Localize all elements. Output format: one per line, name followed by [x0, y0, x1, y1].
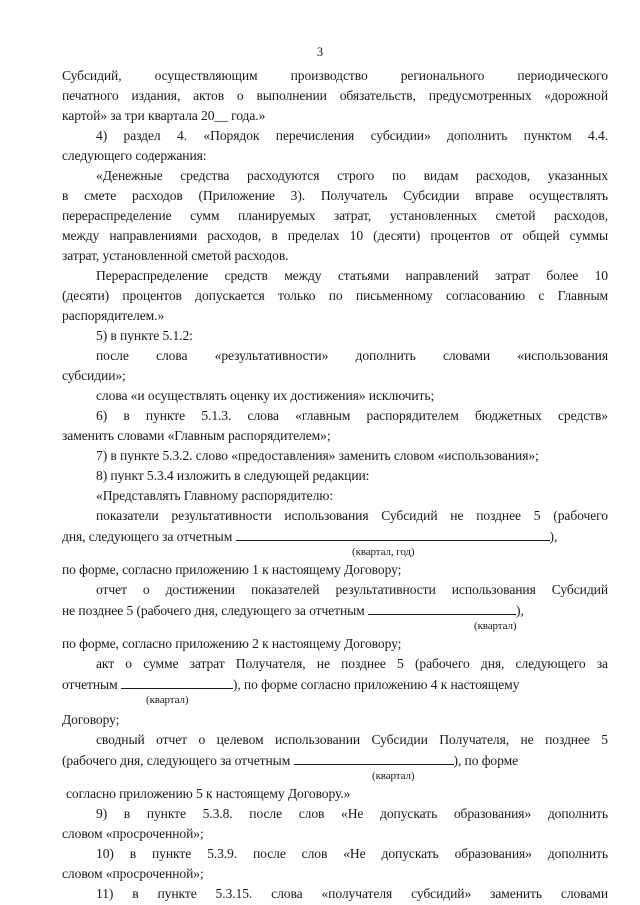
text-line: заменить словами «Главным распорядителем»; — [62, 428, 331, 443]
field-caption: (квартал, год) — [352, 546, 415, 558]
text-line: слова «и осуществлять оценку их достижения» исключить; — [96, 388, 435, 403]
text-line: следующего содержания: — [62, 148, 207, 163]
text-line: согласно приложению 5 к настоящему Договору.» — [66, 786, 351, 801]
text-line: 4) раздел 4. «Порядок перечисления субсидии» дополнить пунктом 4.4. — [96, 128, 608, 143]
text-line: 9) в пункте 5.3.8. после слов «Не допускать образования» дополнить — [96, 806, 608, 821]
text-line: (десяти) процентов допускается только по письменному согласованию с Главным — [62, 288, 608, 303]
text-segment: не позднее 5 (рабочего дня, следующего за отчетным — [62, 603, 365, 618]
field-caption: (квартал) — [146, 694, 189, 706]
text-line: Перераспределение средств между статьями направлений затрат более 10 — [96, 268, 608, 283]
text-line: по форме, согласно приложению 2 к настоящему Договору; — [62, 636, 402, 651]
text-line: 5) в пункте 5.1.2: — [96, 328, 193, 343]
text-line: отчет о достижении показателей результативности использования Субсидий — [96, 582, 608, 597]
text-line: распорядителем.» — [62, 308, 165, 323]
text-line: «Денежные средства расходуются строго по видам расходов, указанных — [96, 168, 608, 183]
text-segment: ), по форме — [453, 753, 519, 768]
text-line: акт о сумме затрат Получателя, не позднее 5 (рабочего дня, следующего за — [96, 656, 608, 671]
fill-in-blank — [121, 674, 233, 689]
text-line: 8) пункт 5.3.4 изложить в следующей редакции: — [96, 468, 370, 483]
text-line: «Представлять Главному распорядителю: — [96, 488, 334, 503]
text-line: 6) в пункте 5.1.3. слова «главным распорядителем бюджетных средств» — [96, 408, 608, 423]
page-number: 3 — [316, 45, 324, 59]
text-segment: ), — [515, 603, 524, 618]
text-line: 11) в пункте 5.3.15. слова «получателя субсидий» заменить словами — [96, 886, 608, 901]
text-line: перераспределение сумм планируемых затрат, установленных сметой расходов, — [62, 208, 608, 223]
fill-in-blank — [368, 600, 516, 615]
text-segment: дня, следующего за отчетным — [62, 529, 233, 544]
text-line: после слова «результативности» дополнить словами «использования — [96, 348, 608, 363]
text-line: 7) в пункте 5.3.2. слово «предоставления» заменить словом «использования»; — [96, 448, 539, 463]
text-line: словом «просроченной»; — [62, 826, 204, 841]
text-line: Субсидий, осуществляющим производство регионального периодического — [62, 68, 608, 83]
text-segment: отчетным — [62, 677, 118, 692]
text-segment: (рабочего дня, следующего за отчетным — [62, 753, 291, 768]
fill-in-blank — [294, 750, 454, 765]
text-segment: ), по форме согласно приложению 4 к настоящему — [232, 677, 520, 692]
field-caption: (квартал) — [372, 770, 415, 782]
text-segment: ), — [549, 529, 558, 544]
text-line: затрат, установленной сметой расходов. — [62, 248, 289, 263]
text-line — [62, 750, 518, 771]
text-line: 10) в пункте 5.3.9. после слов «Не допускать образования» дополнить — [96, 846, 608, 861]
text-line: между направлениями расходов, в пределах 10 (десяти) процентов от общей суммы — [62, 228, 608, 243]
text-line: словом «просроченной»; — [62, 866, 204, 881]
text-line: Договору; — [62, 712, 120, 727]
text-line: показатели результативности использования Субсидий не позднее 5 (рабочего — [96, 508, 608, 523]
text-line — [62, 674, 519, 695]
text-line: картой» за три квартала 20__ года.» — [62, 108, 266, 123]
text-line: субсидии»; — [62, 368, 126, 383]
fill-in-blank — [236, 526, 550, 541]
text-line: печатного издания, актов о выполнении обязательств, предусмотренных «дорожной — [62, 88, 608, 103]
text-line: в смете расходов (Приложение 3). Получатель Субсидии вправе осуществлять — [62, 188, 608, 203]
text-line — [62, 600, 524, 621]
text-line: сводный отчет о целевом использовании Субсидии Получателя, не позднее 5 — [96, 732, 608, 747]
text-line: по форме, согласно приложению 1 к настоящему Договору; — [62, 562, 402, 577]
text-line — [62, 526, 557, 547]
field-caption: (квартал) — [474, 620, 517, 632]
